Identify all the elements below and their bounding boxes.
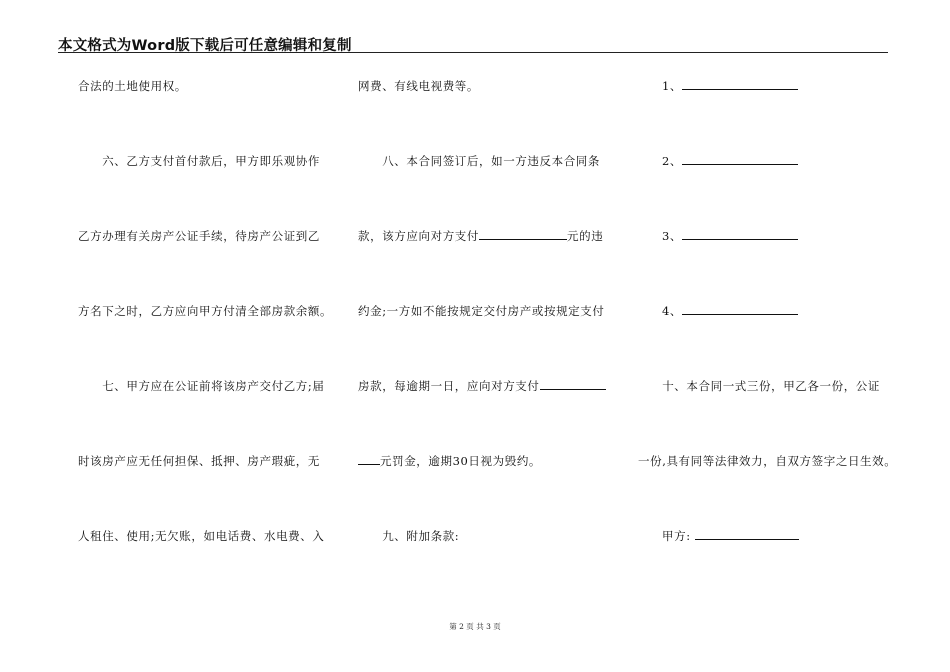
text-line: 十、本合同一式三份，甲乙各一份，公证 [638,379,880,393]
text-line: 方名下之时，乙方应向甲方付清全部房款余额。 [78,304,333,318]
text-line: 合法的土地使用权。 [78,79,187,93]
page-number: 第 2 页 共 3 页 [449,622,501,631]
text-line: 一份,具有同等法律效力，自双方签字之日生效。 [638,454,897,468]
text-line: 时该房产应无任何担保、抵押、房产瑕疵，无 [78,454,320,468]
text-line: 网费、有线电视费等。 [358,79,479,93]
text-line: 七、甲方应在公证前将该房产交付乙方;届 [78,379,325,393]
text-segment: 房款，每逾期一日，应向对方支付 [358,379,540,393]
numbered-blank-line [662,79,798,93]
text-line: 九、附加条款: [358,529,460,543]
fill-in-blank [682,304,798,315]
header-title: 本文格式为Word版下载后可任意编辑和复制 [58,38,352,54]
item-number: 2、 [662,154,683,168]
text-line-with-blank [358,379,606,393]
fill-in-blank [358,454,380,465]
text-line: 八、本合同签订后，如一方违反本合同条 [358,154,600,168]
text-line-with-blank [358,454,541,468]
numbered-blank-line [662,229,798,243]
text-line: 六、乙方支付首付款后，甲方即乐观协作 [78,154,320,168]
numbered-blank-line [662,154,798,168]
fill-in-blank [540,379,606,390]
text-line: 人租住、使用;无欠账，如电话费、水电费、入 [78,529,325,543]
fill-in-blank [682,154,798,165]
numbered-blank-line [662,304,798,318]
item-number: 1、 [662,79,683,93]
signature-label: 甲方: [662,529,695,543]
fill-in-blank [682,229,798,240]
signature-line [662,529,799,543]
item-number: 3、 [662,229,683,243]
item-number: 4、 [662,304,683,318]
fill-in-blank [695,529,799,540]
text-segment: 元的违 [567,229,604,243]
text-line: 约金;一方如不能按规定交付房产或按规定支付 [358,304,605,318]
text-line-with-blank [358,229,603,243]
header-divider [58,52,888,53]
fill-in-blank [682,79,798,90]
text-line: 乙方办理有关房产公证手续，待房产公证到乙 [78,229,320,243]
fill-in-blank [479,229,567,240]
text-segment: 款，该方应向对方支付 [358,229,479,243]
text-segment: 元罚金，逾期30日视为毁约。 [380,454,542,468]
